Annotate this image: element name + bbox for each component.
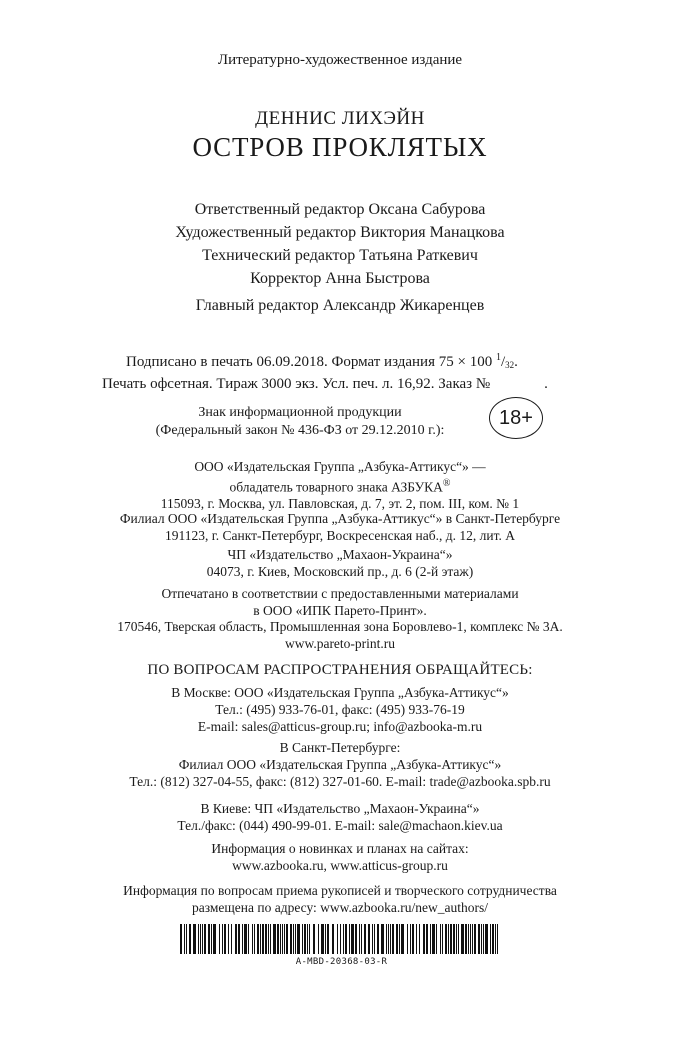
- barcode-bar: [290, 924, 292, 954]
- barcode-bar: [304, 924, 306, 954]
- moscow-phone: Тел.: (495) 933-76-01, факс: (495) 933-76-19: [215, 702, 465, 717]
- barcode-bar: [481, 924, 482, 954]
- book-title: ОСТРОВ ПРОКЛЯТЫХ: [192, 132, 488, 162]
- barcode-bar: [401, 924, 404, 954]
- barcode-bar: [450, 924, 452, 954]
- barcode-bar: [349, 924, 350, 954]
- barcode-bar: [490, 924, 491, 954]
- chief-editor: Главный редактор Александр Жикаренцев: [195, 297, 485, 314]
- barcode-bar: [222, 924, 223, 954]
- barcode-bar: [262, 924, 264, 954]
- kiev-phone-email: Тел./факс: (044) 490-99-01. E-mail: sale@machaon.kiev.ua: [177, 818, 503, 833]
- info-sign-line-1: Знак информационной продукции: [198, 405, 402, 420]
- barcode-bar: [254, 924, 255, 954]
- print-details-line-1: [96, 348, 596, 375]
- branch-ukraine-line-2: 04073, г. Киев, Московский пр., д. 6 (2-й этаж): [206, 563, 474, 579]
- barcode-bar: [235, 924, 237, 954]
- barcode-bar: [364, 924, 366, 954]
- barcode-bar: [470, 924, 471, 954]
- barcode-bar: [483, 924, 484, 954]
- barcode-bar: [497, 924, 498, 954]
- barcode-bar: [325, 924, 326, 954]
- barcode-bar: [386, 924, 387, 954]
- barcode-bar: [228, 924, 229, 954]
- news-websites: www.azbooka.ru, www.atticus-group.ru: [232, 858, 448, 873]
- barcode-bar: [392, 924, 394, 954]
- print-details-line-2: [96, 375, 596, 394]
- barcode-bar: [293, 924, 294, 954]
- barcode-bar: [193, 924, 196, 954]
- branch-ukraine-block: [0, 547, 680, 580]
- barcode-bar: [332, 924, 334, 954]
- format-denominator: 32: [505, 360, 515, 370]
- news-line-1: Информация о новинках и планах на сайтах:: [211, 841, 469, 856]
- barcode-bar: [231, 924, 232, 954]
- barcode-bar: [458, 924, 459, 954]
- barcode-bar: [436, 924, 437, 954]
- printer-line-1: Отпечатано в соответствии с предоставленными материалами: [161, 586, 519, 601]
- barcode-bar: [284, 924, 285, 954]
- barcode-bar: [208, 924, 210, 954]
- barcode-bar: [268, 924, 269, 954]
- barcode-bar: [465, 924, 467, 954]
- branch-spb-block: [0, 511, 680, 544]
- order-period: .: [544, 376, 548, 392]
- credit-art-editor: Художественный редактор Виктория Манацкова: [175, 224, 505, 241]
- branch-ukraine-line-1: ЧП «Издательство „Махаон-Украина“»: [227, 547, 453, 562]
- barcode-bar: [297, 924, 300, 954]
- manuscripts-line-1: Информация по вопросам приема рукописей и творческого сотрудничества: [123, 883, 557, 898]
- barcode-bar: [321, 924, 324, 954]
- barcode-bar: [202, 924, 203, 954]
- printer-website: www.pareto-print.ru: [284, 635, 396, 651]
- barcode-bar: [423, 924, 425, 954]
- barcode-bar: [224, 924, 226, 954]
- news-info: [0, 840, 680, 874]
- barcode-bar: [456, 924, 457, 954]
- moscow-contacts: [0, 684, 680, 735]
- barcode-bar: [430, 924, 431, 954]
- barcode-bar: [270, 924, 271, 954]
- branch-spb-line-1: Филиал ООО «Издательская Группа „Азбука-Аттикус“» в Санкт-Петербурге: [119, 511, 561, 526]
- barcode-bar: [388, 924, 389, 954]
- barcode-bar: [412, 924, 414, 954]
- barcode-bar: [184, 924, 185, 954]
- barcode-bar: [453, 924, 455, 954]
- barcode-bar: [273, 924, 276, 954]
- kiev-line-1: В Киеве: ЧП «Издательство „Махаон-Украина“»: [200, 801, 480, 816]
- barcode-bar: [419, 924, 420, 954]
- barcode-bar: [200, 924, 201, 954]
- spb-line-1: В Санкт-Петербурге:: [279, 740, 401, 755]
- branch-spb-line-2: 191123, г. Санкт-Петербург, Воскресенская наб., д. 12, лит. А: [165, 527, 515, 543]
- publisher-trademark-text: обладатель товарного знака АЗБУКА: [229, 479, 443, 494]
- barcode-bar: [337, 924, 338, 954]
- printer-line-3: 170546, Тверская область, Промышленная зона Боровлево-1, комплекс № 3А.: [117, 619, 563, 634]
- barcode-bar: [377, 924, 379, 954]
- barcode-bar: [257, 924, 259, 954]
- barcode-bar: [440, 924, 441, 954]
- barcode-bar: [282, 924, 283, 954]
- barcode-bar: [238, 924, 240, 954]
- moscow-email: E-mail: sales@atticus-group.ru; info@azbooka-m.ru: [197, 719, 483, 734]
- barcode-bar: [211, 924, 212, 954]
- barcode-bar: [390, 924, 391, 954]
- barcode-bar: [313, 924, 315, 954]
- barcode-bar: [410, 924, 411, 954]
- barcode-bar: [474, 924, 476, 954]
- publisher-line-3: 115093, г. Москва, ул. Павловская, д. 7, эт. 2, пом. III, ком. № 1: [160, 495, 520, 511]
- distribution-heading: ПО ВОПРОСАМ РАСПРОСТРАНЕНИЯ ОБРАЩАЙТЕСЬ:: [147, 662, 533, 678]
- barcode-bar: [407, 924, 408, 954]
- credit-managing-editor: Ответственный редактор Оксана Сабурова: [194, 201, 486, 218]
- barcode-bar: [327, 924, 329, 954]
- barcode-bar: [472, 924, 473, 954]
- print-signed-text: Подписано в печать 06.09.2018. Формат издания 75 × 100: [126, 354, 496, 370]
- moscow-line-1: В Москве: ООО «Издательская Группа „Азбука-Аттикус“»: [171, 685, 509, 700]
- credits-list: [0, 198, 680, 290]
- format-numerator: 1: [495, 352, 501, 363]
- barcode-bar: [244, 924, 247, 954]
- barcode-bar: [468, 924, 469, 954]
- barcode-bar: [495, 924, 496, 954]
- barcode-bar: [186, 924, 187, 954]
- kiev-contacts: [0, 800, 680, 834]
- info-sign-line-2: (Федеральный закон № 436-ФЗ от 29.12.2010 г.):: [155, 423, 445, 438]
- barcode-bar: [204, 924, 206, 954]
- author-name: ДЕННИС ЛИХЭЙН: [255, 108, 425, 129]
- spb-phone-email: Тел.: (812) 327-04-55, факс: (812) 327-01-60. E-mail: trade@azbooka.spb.ru: [129, 774, 551, 789]
- printer-line-2: в ООО «ИПК Парето-Принт».: [253, 602, 427, 618]
- barcode-bar: [295, 924, 296, 954]
- barcode-bar: [345, 924, 347, 954]
- barcode-bar: [260, 924, 261, 954]
- barcode-bar: [219, 924, 220, 954]
- spb-line-2: Филиал ООО «Издательская Группа „Азбука-Аттикус“»: [178, 757, 502, 772]
- print-run-text: Печать офсетная. Тираж 3000 экз. Усл. печ. л. 16,92. Заказ №: [102, 376, 491, 392]
- format-slash: /: [500, 354, 506, 370]
- barcode-bar: [399, 924, 400, 954]
- barcode-bar: [381, 924, 384, 954]
- barcode-bar: [340, 924, 341, 954]
- barcode-bar: [242, 924, 243, 954]
- barcode-bar: [374, 924, 375, 954]
- barcode-bar: [265, 924, 267, 954]
- barcode-bar: [252, 924, 253, 954]
- barcode-bar: [280, 924, 281, 954]
- barcode-bar: [277, 924, 279, 954]
- credit-proofreader: Корректор Анна Быстрова: [250, 270, 430, 287]
- publisher-line-2: [0, 476, 680, 496]
- publisher-block: [0, 459, 680, 512]
- barcode-bar: [442, 924, 443, 954]
- edition-type: Литературно-художественное издание: [217, 52, 463, 68]
- barcode-bar: [432, 924, 435, 954]
- barcode-bar: [351, 924, 354, 954]
- barcode-bar: [309, 924, 310, 954]
- age-rating-badge: 18+: [489, 397, 543, 439]
- printer-block: [0, 586, 680, 652]
- barcode-bar: [461, 924, 464, 954]
- barcode-bar: [416, 924, 417, 954]
- barcode-bar: [213, 924, 216, 954]
- barcode-bar: [189, 924, 191, 954]
- print-details: [96, 348, 596, 394]
- barcode-bar: [448, 924, 449, 954]
- barcode-bar: [286, 924, 288, 954]
- format-period: .: [514, 354, 518, 370]
- spb-contacts: [0, 739, 680, 790]
- barcode-bar: [355, 924, 357, 954]
- barcode-bar: [343, 924, 344, 954]
- barcode-label: A-MBD-20368-03-R: [295, 957, 388, 967]
- registered-mark: ®: [442, 477, 451, 489]
- barcode-bar: [198, 924, 199, 954]
- barcode-bar: [368, 924, 370, 954]
- barcode: [180, 924, 503, 954]
- barcode-bar: [180, 924, 182, 954]
- barcode-bar: [396, 924, 398, 954]
- manuscripts-info: [0, 882, 680, 916]
- barcode-bar: [361, 924, 362, 954]
- barcode-bar: [307, 924, 308, 954]
- publisher-line-1: ООО «Издательская Группа „Азбука-Аттикус“» —: [194, 459, 486, 474]
- info-sign-text: [130, 404, 470, 440]
- barcode-bar: [359, 924, 360, 954]
- barcode-bar: [478, 924, 480, 954]
- barcode-bar: [426, 924, 428, 954]
- barcode-bar: [372, 924, 373, 954]
- barcode-bar: [445, 924, 447, 954]
- barcode-bar: [492, 924, 494, 954]
- credit-technical-editor: Технический редактор Татьяна Раткевич: [202, 247, 478, 264]
- manuscripts-line-2: размещена по адресу: www.azbooka.ru/new_authors/: [191, 900, 489, 915]
- barcode-bar: [485, 924, 488, 954]
- barcode-bar: [318, 924, 319, 954]
- barcode-bar: [248, 924, 249, 954]
- barcode-bar: [302, 924, 303, 954]
